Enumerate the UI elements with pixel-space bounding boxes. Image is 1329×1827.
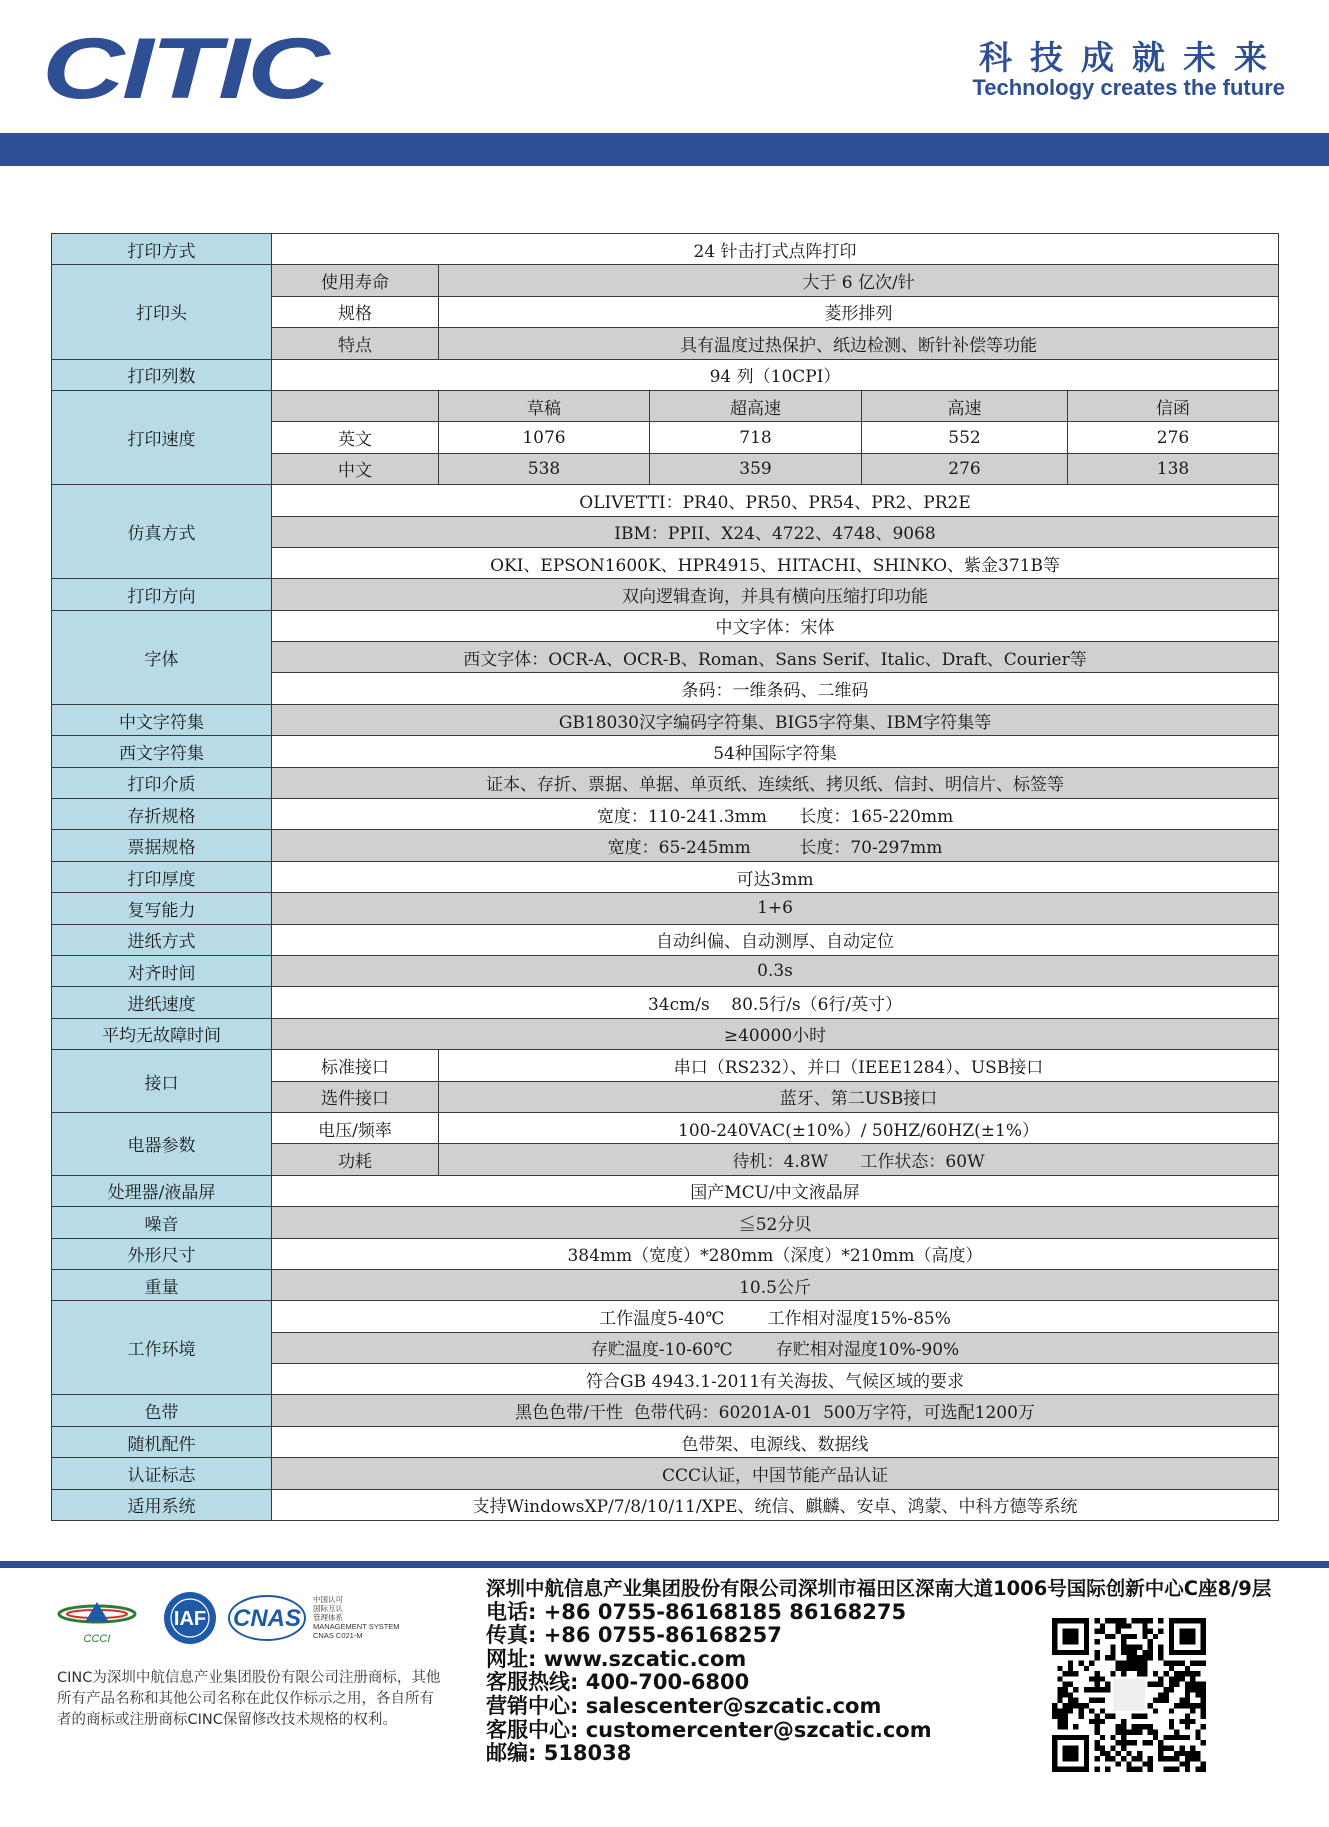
speed-value: 718 bbox=[650, 422, 862, 453]
speed-header: 超高速 bbox=[650, 390, 862, 421]
row-value: 宽度：110-241.3mm 长度：165-220mm bbox=[272, 799, 1279, 830]
row-value: 自动纠偏、自动测厚、自动定位 bbox=[272, 924, 1279, 955]
trademark-disclaimer: CINC为深圳中航信息产业集团股份有限公司注册商标，其他所有产品名称和其他公司名称在此仅作标示之用，各自所有者的商标或注册商标CINC保留修改技术规格的权利。 bbox=[57, 1670, 441, 1728]
row-label: 复写能力 bbox=[52, 893, 272, 924]
row-value: 串口（RS232）、并口（IEEE1284）、USB接口 bbox=[439, 1050, 1279, 1081]
row-label: 西文字符集 bbox=[52, 736, 272, 767]
row-value: 双向逻辑查询，并具有横向压缩打印功能 bbox=[272, 579, 1279, 610]
iaf-logo-icon bbox=[164, 1592, 216, 1644]
row-value: 宽度：65-245mm 长度：70-297mm bbox=[272, 830, 1279, 861]
row-value: 可达3mm bbox=[272, 861, 1279, 892]
row-value: 384mm（宽度）*280mm（深度）*210mm（高度） bbox=[272, 1238, 1279, 1269]
row-label: 打印厚度 bbox=[52, 861, 272, 892]
table-row bbox=[52, 485, 1279, 516]
row-value: 支持WindowsXP/7/8/10/11/XPE、统信、麒麟、安卓、鸿蒙、中科方德等系统 bbox=[272, 1489, 1279, 1520]
logo-text: CITIC bbox=[42, 30, 332, 110]
spec-table bbox=[51, 233, 1279, 1521]
speed-header: 高速 bbox=[862, 390, 1068, 421]
ccci-logo-icon bbox=[59, 1602, 135, 1645]
service-email-link[interactable]: 客服中心: customercenter@szcatic.com bbox=[486, 1717, 932, 1742]
row-value: CCC认证，中国节能产品认证 bbox=[272, 1458, 1279, 1489]
row-label: 随机配件 bbox=[52, 1426, 272, 1457]
row-label: 重量 bbox=[52, 1269, 272, 1300]
sub-label: 电压/频率 bbox=[272, 1112, 439, 1143]
speed-value: 552 bbox=[862, 422, 1068, 453]
row-label: 色带 bbox=[52, 1395, 272, 1426]
row-value: 国产MCU/中文液晶屏 bbox=[272, 1175, 1279, 1206]
row-value: 条码：一维条码、二维码 bbox=[272, 673, 1279, 704]
row-value: 菱形排列 bbox=[439, 296, 1279, 327]
table-row bbox=[52, 767, 1279, 798]
table-row bbox=[52, 1269, 1279, 1300]
row-value: ≦52分贝 bbox=[272, 1207, 1279, 1238]
website-link[interactable]: 网址: www.szcatic.com bbox=[486, 1646, 747, 1671]
row-value: IBM：PPII、X24、4722、4748、9068 bbox=[272, 516, 1279, 547]
postcode-line: 邮编: 518038 bbox=[486, 1741, 632, 1766]
header-band bbox=[0, 133, 1329, 166]
cnas-text: CNAS bbox=[232, 1605, 302, 1632]
sales-email-link[interactable]: 营销中心: salescenter@szcatic.com bbox=[486, 1693, 882, 1718]
row-value: 大于 6 亿次/针 bbox=[439, 265, 1279, 296]
speed-value: 359 bbox=[650, 453, 862, 484]
slogan-chinese: 科技成就未来 bbox=[979, 38, 1285, 77]
cnas-logo-icon bbox=[229, 1596, 305, 1640]
table-row bbox=[52, 987, 1279, 1018]
row-value: 工作温度5-40℃ 工作相对湿度15%-85% bbox=[272, 1301, 1279, 1332]
table-row bbox=[52, 924, 1279, 955]
speed-value: 1076 bbox=[439, 422, 650, 453]
row-value: 94 列（10CPI） bbox=[272, 359, 1279, 390]
table-row bbox=[52, 1112, 1279, 1143]
table-row bbox=[52, 1175, 1279, 1206]
row-value: 具有温度过热保护、纸边检测、断针补偿等功能 bbox=[439, 328, 1279, 359]
row-label: 打印方向 bbox=[52, 579, 272, 610]
row-value: GB18030汉字编码字符集、BIG5字符集、IBM字符集等 bbox=[272, 704, 1279, 735]
speed-value: 138 bbox=[1068, 453, 1279, 484]
row-value: 色带架、电源线、数据线 bbox=[272, 1426, 1279, 1457]
citic-logo bbox=[42, 30, 332, 110]
table-row bbox=[52, 359, 1279, 390]
row-label: 打印方式 bbox=[52, 234, 272, 265]
speed-value: 276 bbox=[1068, 422, 1279, 453]
table-row bbox=[52, 1238, 1279, 1269]
row-value: 西文字体：OCR-A、OCR-B、Roman、Sans Serif、Italic、Draft、Courier等 bbox=[272, 642, 1279, 673]
qr-code-icon bbox=[1052, 1618, 1206, 1772]
certification-logos bbox=[55, 1592, 435, 1672]
row-label: 认证标志 bbox=[52, 1458, 272, 1489]
svg-text:中国认可: 中国认可 bbox=[313, 1595, 343, 1604]
row-label: 对齐时间 bbox=[52, 955, 272, 986]
row-label: 适用系统 bbox=[52, 1489, 272, 1520]
row-value: 100-240VAC(±10%）/ 50HZ/60HZ(±1%） bbox=[439, 1112, 1279, 1143]
row-label: 打印速度 bbox=[52, 390, 272, 484]
row-value: 证本、存折、票据、单据、单页纸、连续纸、拷贝纸、信封、明信片、标签等 bbox=[272, 767, 1279, 798]
table-row bbox=[52, 799, 1279, 830]
row-label: 仿真方式 bbox=[52, 485, 272, 579]
row-label: 字体 bbox=[52, 610, 272, 704]
speed-value: 276 bbox=[862, 453, 1068, 484]
row-label: 打印列数 bbox=[52, 359, 272, 390]
row-value: 0.3s bbox=[272, 955, 1279, 986]
row-value: 待机：4.8W 工作状态：60W bbox=[439, 1144, 1279, 1175]
row-label: 外形尺寸 bbox=[52, 1238, 272, 1269]
row-value: 黑色色带/干性 色带代码：60201A-01 500万字符，可选配1200万 bbox=[272, 1395, 1279, 1426]
table-row bbox=[52, 893, 1279, 924]
table-row bbox=[52, 736, 1279, 767]
speed-value: 538 bbox=[439, 453, 650, 484]
iaf-text: IAF bbox=[173, 1608, 207, 1630]
row-label: 处理器/液晶屏 bbox=[52, 1175, 272, 1206]
table-row bbox=[52, 1301, 1279, 1332]
table-row bbox=[52, 1207, 1279, 1238]
sub-label: 英文 bbox=[272, 422, 439, 453]
row-label: 进纸方式 bbox=[52, 924, 272, 955]
table-row bbox=[52, 1018, 1279, 1049]
sub-label: 标准接口 bbox=[272, 1050, 439, 1081]
svg-text:管理体系: 管理体系 bbox=[313, 1613, 343, 1622]
table-row bbox=[52, 830, 1279, 861]
row-label: 打印介质 bbox=[52, 767, 272, 798]
row-value: 存贮温度-10-60℃ 存贮相对湿度10%-90% bbox=[272, 1332, 1279, 1363]
row-value: 24 针击打式点阵打印 bbox=[272, 234, 1279, 265]
table-row bbox=[52, 265, 1279, 296]
sub-label: 特点 bbox=[272, 328, 439, 359]
row-label: 打印头 bbox=[52, 265, 272, 359]
ccci-text: CCCI bbox=[83, 1633, 111, 1645]
cnas-note bbox=[313, 1594, 400, 1640]
row-value: 符合GB 4943.1-2011有关海拔、气候区域的要求 bbox=[272, 1364, 1279, 1395]
svg-text:国际互认: 国际互认 bbox=[313, 1604, 343, 1613]
row-label: 工作环境 bbox=[52, 1301, 272, 1395]
speed-header: 信函 bbox=[1068, 390, 1279, 421]
table-row bbox=[52, 234, 1279, 265]
table-row bbox=[52, 1426, 1279, 1457]
row-label: 票据规格 bbox=[52, 830, 272, 861]
row-value: 蓝牙、第二USB接口 bbox=[439, 1081, 1279, 1112]
row-label: 存折规格 bbox=[52, 799, 272, 830]
company-address: 深圳中航信息产业集团股份有限公司深圳市福田区深南大道1006号国际创新中心C座8/9层 bbox=[486, 1577, 1272, 1600]
table-row bbox=[52, 610, 1279, 641]
hotline-line: 客服热线: 400-700-6800 bbox=[486, 1670, 750, 1695]
row-value: OLIVETTI：PR40、PR50、PR54、PR2、PR2E bbox=[272, 485, 1279, 516]
svg-text:MANAGEMENT SYSTEM: MANAGEMENT SYSTEM bbox=[313, 1622, 400, 1631]
sub-label: 规格 bbox=[272, 296, 439, 327]
table-row bbox=[52, 704, 1279, 735]
table-row bbox=[52, 1489, 1279, 1520]
row-value: 34cm/s 80.5行/s（6行/英寸） bbox=[272, 987, 1279, 1018]
row-value: OKI、EPSON1600K、HPR4915、HITACHI、SHINKO、紫金371B等 bbox=[272, 547, 1279, 578]
sub-label: 功耗 bbox=[272, 1144, 439, 1175]
svg-text:CNAS C021-M: CNAS C021-M bbox=[313, 1631, 363, 1640]
row-value: 10.5公斤 bbox=[272, 1269, 1279, 1300]
sub-label: 选件接口 bbox=[272, 1081, 439, 1112]
footer-band bbox=[0, 1561, 1329, 1568]
row-value: ≥40000小时 bbox=[272, 1018, 1279, 1049]
table-row bbox=[52, 579, 1279, 610]
row-value: 1+6 bbox=[272, 893, 1279, 924]
phone-line: 电话: +86 0755-86168185 86168275 bbox=[486, 1599, 907, 1624]
table-row bbox=[52, 955, 1279, 986]
row-label: 噪音 bbox=[52, 1207, 272, 1238]
table-row bbox=[52, 861, 1279, 892]
speed-corner-cell bbox=[272, 390, 439, 421]
row-label: 电器参数 bbox=[52, 1112, 272, 1175]
table-row bbox=[52, 390, 1279, 421]
row-label: 平均无故障时间 bbox=[52, 1018, 272, 1049]
fax-line: 传真: +86 0755-86168257 bbox=[486, 1623, 782, 1648]
row-label: 进纸速度 bbox=[52, 987, 272, 1018]
row-value: 中文字体：宋体 bbox=[272, 610, 1279, 641]
table-row bbox=[52, 1395, 1279, 1426]
speed-header: 草稿 bbox=[439, 390, 650, 421]
row-label: 接口 bbox=[52, 1050, 272, 1113]
row-value: 54种国际字符集 bbox=[272, 736, 1279, 767]
slogan-english: Technology creates the future bbox=[972, 75, 1285, 100]
row-label: 中文字符集 bbox=[52, 704, 272, 735]
table-row bbox=[52, 1458, 1279, 1489]
table-row bbox=[52, 1050, 1279, 1081]
sub-label: 中文 bbox=[272, 453, 439, 484]
sub-label: 使用寿命 bbox=[272, 265, 439, 296]
